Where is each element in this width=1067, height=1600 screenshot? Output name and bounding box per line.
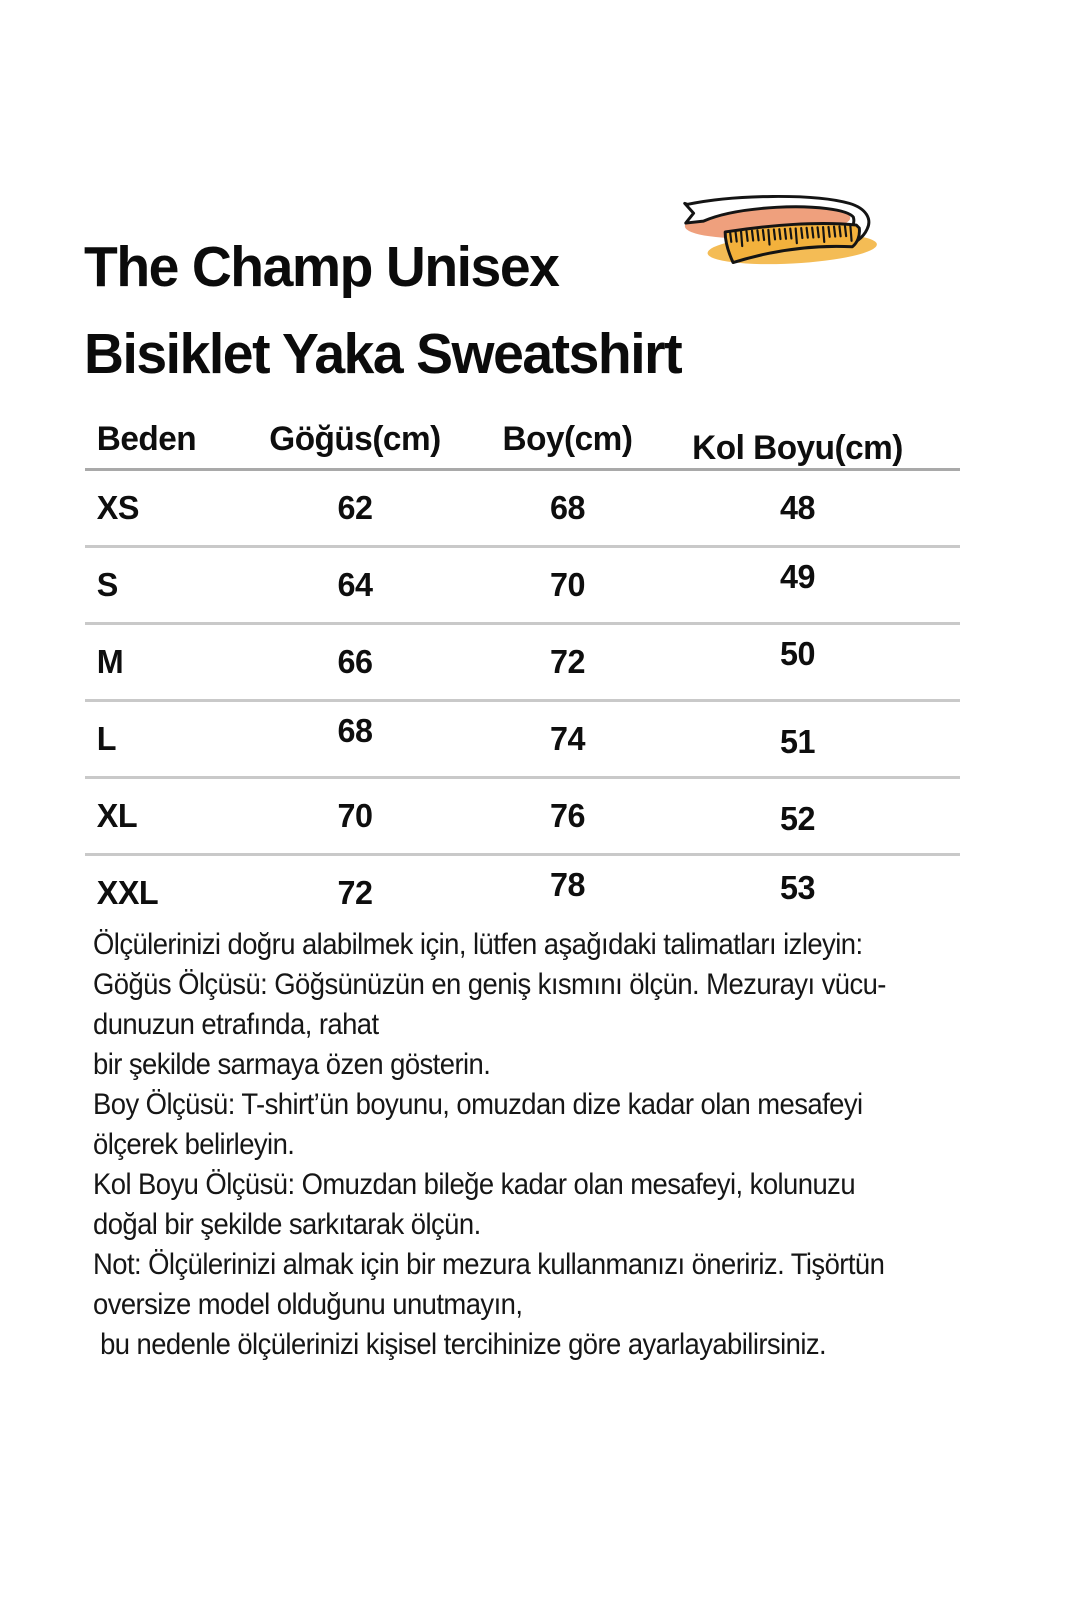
table-row-s — [85, 548, 960, 625]
chest-cell: 62 — [337, 489, 373, 526]
sleeve-cell: 50 — [779, 635, 816, 672]
header-size: Beden — [96, 419, 197, 458]
measuring-tape-icon — [666, 188, 878, 270]
instruction-line: doğal bir şekilde sarkıtarak ölçün. — [93, 1208, 481, 1241]
page-title-line-1: The Champ Unisex — [84, 235, 559, 300]
table-row-xl — [85, 779, 960, 856]
instruction-line: bu nedenle ölçülerinizi kişisel tercihinize göre ayarlayabilirsiniz. — [93, 1328, 827, 1361]
length-cell: 76 — [549, 797, 586, 834]
chest-cell: 70 — [337, 797, 373, 834]
size-table-header-row — [85, 410, 960, 471]
measurement-instructions — [93, 925, 886, 1365]
chest-cell: 66 — [337, 643, 373, 680]
sleeve-cell: 48 — [779, 489, 816, 526]
length-cell: 72 — [549, 643, 586, 680]
size-cell: M — [96, 643, 124, 680]
sleeve-cell: 53 — [779, 869, 816, 906]
sleeve-cell: 49 — [779, 558, 816, 595]
header-length: Boy(cm) — [502, 419, 633, 458]
instruction-line: oversize model olduğunu unutmayın, — [93, 1288, 523, 1321]
chest-cell: 68 — [337, 712, 373, 749]
instruction-line: dunuzun etrafında, rahat — [93, 1008, 379, 1041]
size-table — [85, 410, 960, 930]
header-sleeve: Kol Boyu(cm) — [692, 428, 903, 467]
instruction-line: Boy Ölçüsü: T-shirt’ün boyunu, omuzdan dize kadar olan mesafeyi — [93, 1088, 863, 1121]
size-cell: XXL — [96, 874, 159, 911]
chest-cell: 72 — [337, 874, 373, 911]
size-cell: XS — [96, 489, 139, 526]
table-row-xxl — [85, 856, 960, 930]
header-chest: Göğüs(cm) — [269, 419, 441, 458]
instruction-line: Not: Ölçülerinizi almak için bir mezura kullanmanızı öneririz. Tişörtün — [93, 1248, 885, 1281]
chest-cell: 64 — [337, 566, 373, 603]
instruction-line: Ölçülerinizi doğru alabilmek için, lütfen aşağıdaki talimatları izleyin: — [93, 928, 863, 961]
length-cell: 78 — [549, 866, 586, 903]
size-cell: S — [96, 566, 118, 603]
size-cell: XL — [96, 797, 138, 834]
sleeve-cell: 52 — [779, 800, 816, 837]
length-cell: 68 — [549, 489, 586, 526]
instruction-line: bir şekilde sarmaya özen gösterin. — [93, 1048, 491, 1081]
instruction-line: Kol Boyu Ölçüsü: Omuzdan bileğe kadar olan mesafeyi, kolunuzu — [93, 1168, 856, 1201]
page-title-line-2: Bisiklet Yaka Sweatshirt — [84, 322, 682, 387]
instruction-line: ölçerek belirleyin. — [93, 1128, 295, 1161]
sleeve-cell: 51 — [779, 723, 816, 760]
table-row-xs — [85, 471, 960, 548]
table-row-m — [85, 625, 960, 702]
table-row-l — [85, 702, 960, 779]
length-cell: 74 — [549, 720, 586, 757]
length-cell: 70 — [549, 566, 586, 603]
instruction-line: Göğüs Ölçüsü: Göğsünüzün en geniş kısmını ölçün. Mezurayı vücu- — [93, 968, 886, 1001]
page-title — [84, 224, 681, 398]
size-cell: L — [96, 720, 117, 757]
